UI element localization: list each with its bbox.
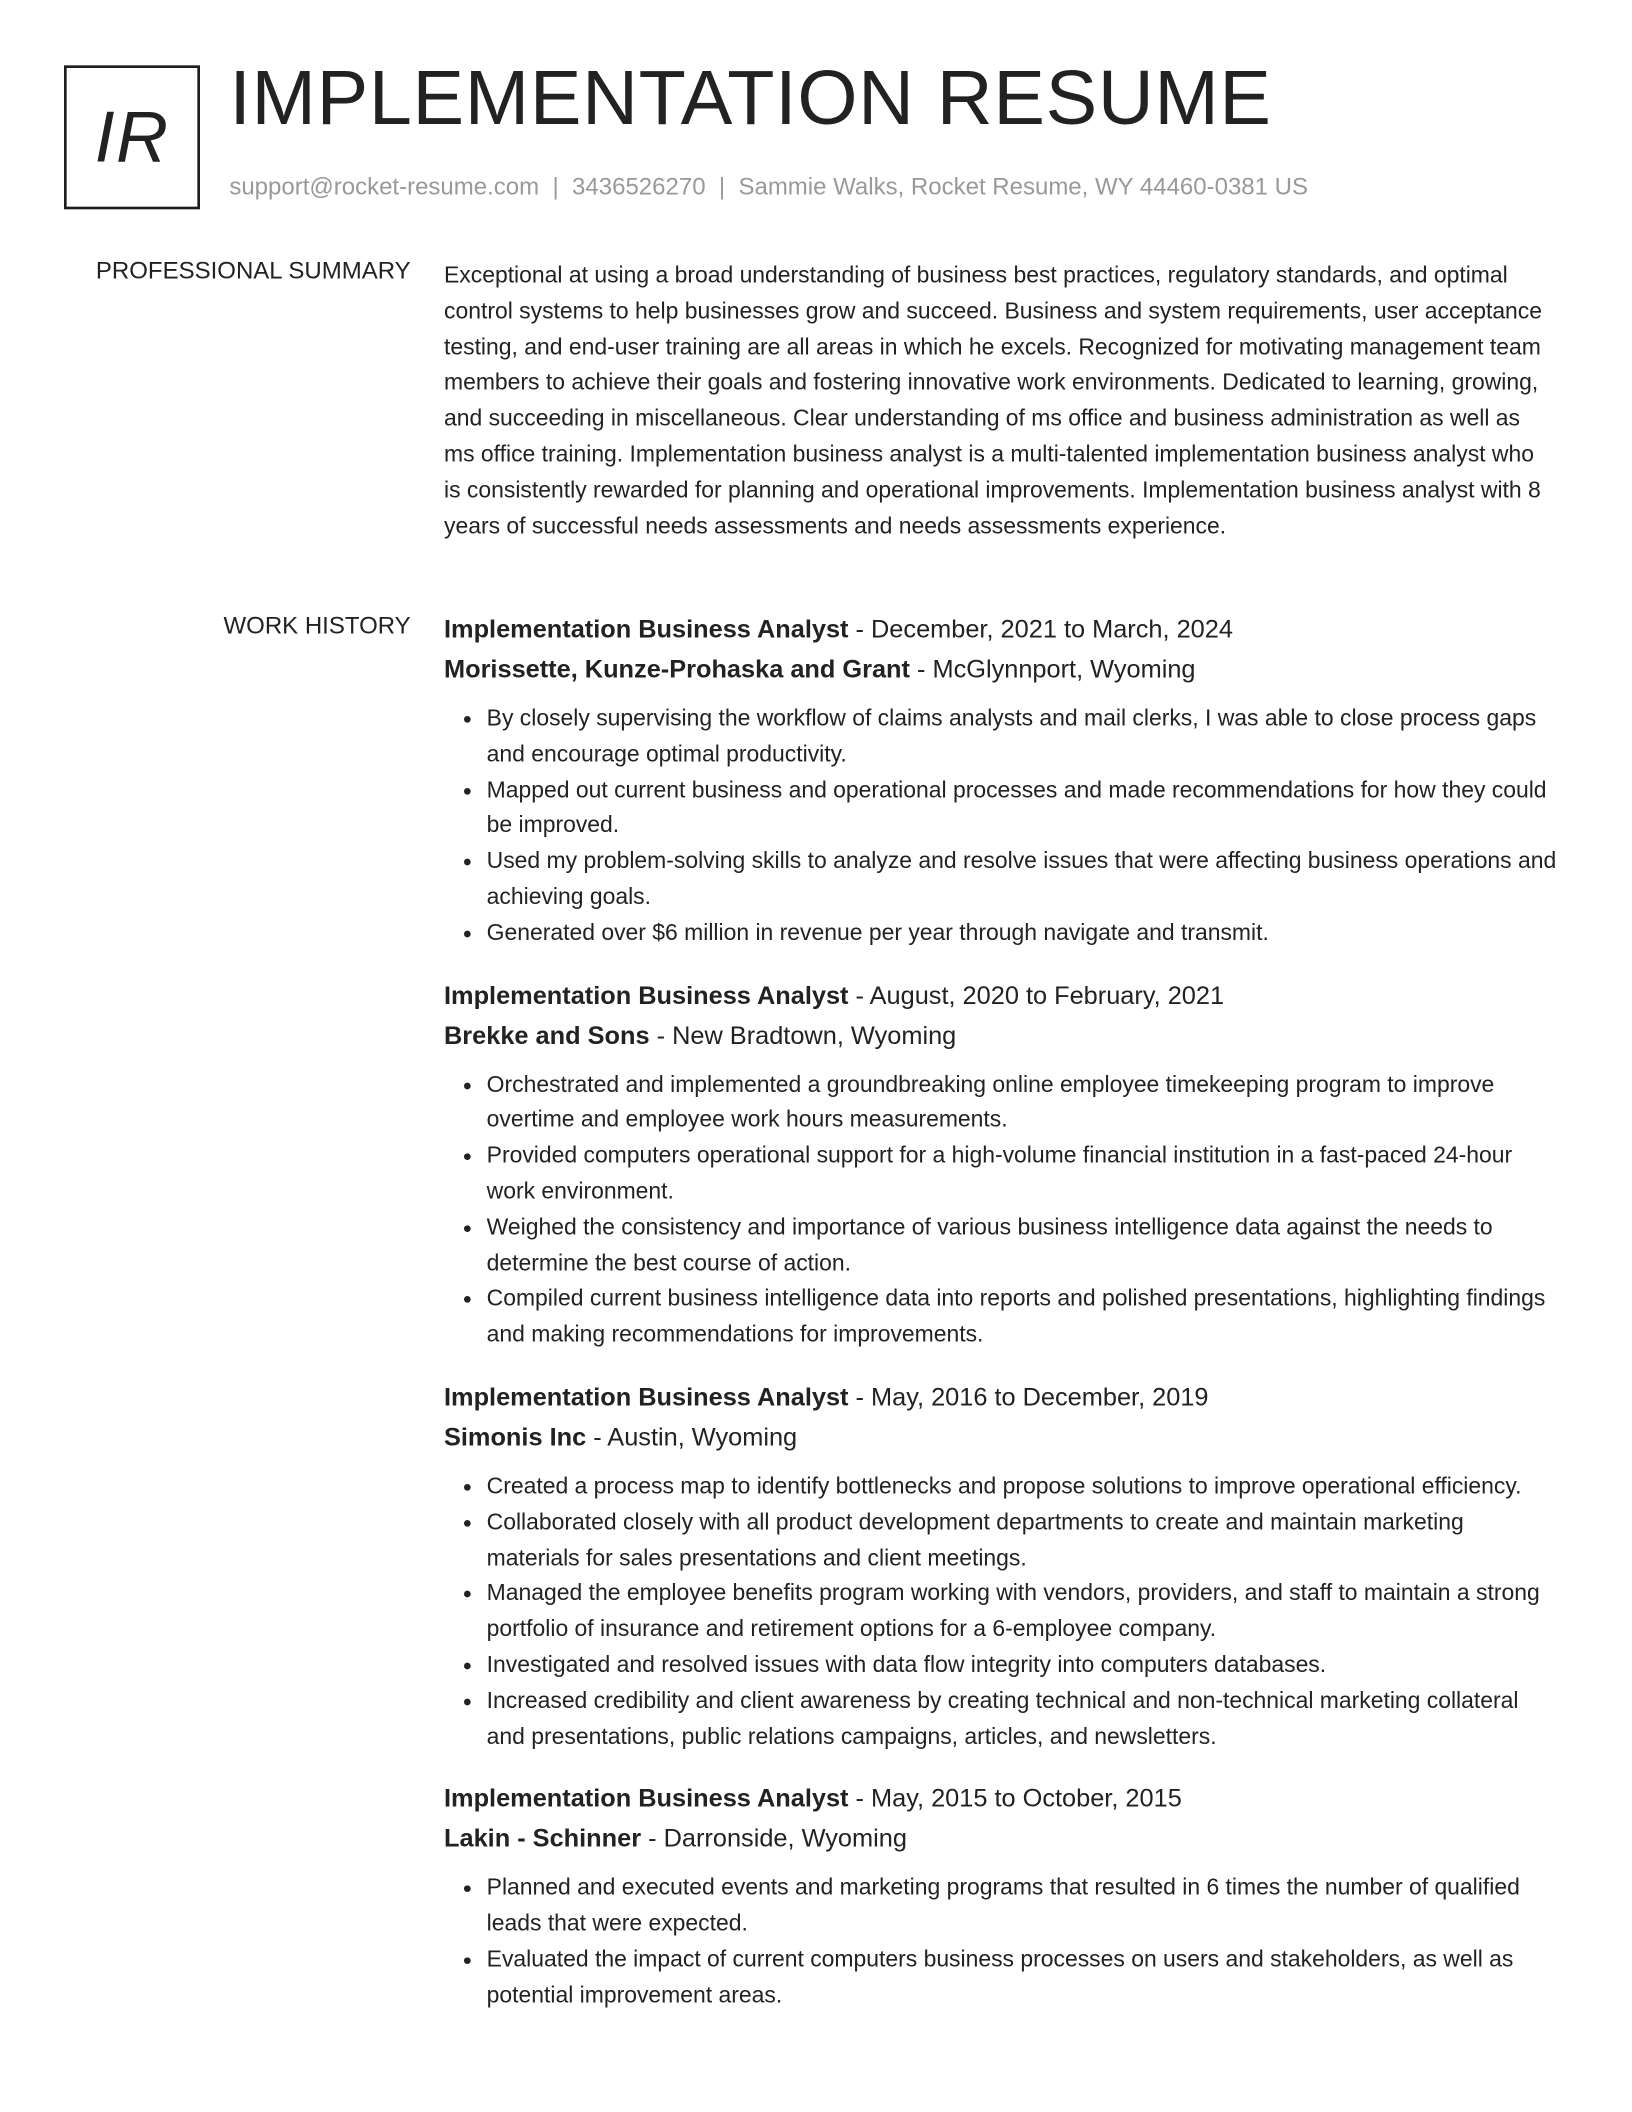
email-text: support@rocket-resume.com	[229, 173, 540, 200]
job-company: Lakin - Schinner	[443, 1825, 642, 1854]
job-dates: - May, 2015 to October, 2015	[848, 1785, 1182, 1814]
address-text: Sammie Walks, Rocket Resume, WY 44460-0381 US	[738, 173, 1309, 200]
resume-title: IMPLEMENTATION RESUME	[229, 54, 1272, 142]
job-bullets	[444, 1468, 1557, 1754]
job-entry	[444, 1780, 1557, 2012]
phone-text: 3436526270	[572, 173, 706, 200]
job-bullet: • Used my problem-solving skills to analyze and resolve issues that were affecting business operations and achieving goals.	[487, 843, 1558, 914]
job-company: Morissette, Kunze-Prohaska and Grant	[443, 655, 910, 684]
job-company-line	[444, 651, 1557, 691]
work-history-section-label: WORK HISTORY	[223, 611, 411, 639]
job-company-line	[444, 1419, 1557, 1459]
job-title-line	[444, 977, 1557, 1017]
job-dates: - December, 2021 to March, 2024	[848, 615, 1233, 644]
job-bullet: • Generated over $6 million in revenue per year through navigate and transmit.	[487, 914, 1558, 950]
work-history-list	[444, 611, 1557, 2040]
job-bullet: • Provided computers operational support for a high-volume financial institution in a fast-paced 24-hour work environment.	[487, 1138, 1558, 1209]
contact-separator: |	[552, 173, 559, 200]
job-bullets	[444, 1870, 1557, 2013]
job-title-line	[444, 1780, 1557, 1820]
job-dates: - May, 2016 to December, 2019	[848, 1383, 1209, 1412]
job-entry	[444, 1379, 1557, 1754]
summary-text: Exceptional at using a broad understanding of business best practices, regulatory standards, and optimal control systems to help businesses grow and succeed. Business and system requirements, user acceptance testing, and end-user training are all areas in which he excels. Recognized for motivating management team members to achieve their goals and fostering innovative work environments. Dedicated to learning, growing, and succeeding in miscellaneous. Clear understanding of ms office and business administration as well as ms office training. Implementation business analyst is a multi-talented implementation business analyst who is consistently rewarded for planning and operational improvements. Implementation business analyst with 8 years of successful needs assessments and needs assessments experience.	[443, 261, 1543, 539]
job-bullets	[444, 1066, 1557, 1352]
monogram-logo: IR	[64, 65, 200, 209]
job-bullet: • Evaluated the impact of current computers business processes on users and stakeholders, as well as potential improvement areas.	[487, 1941, 1558, 2012]
job-location: - Darronside, Wyoming	[641, 1825, 907, 1854]
job-entry	[444, 611, 1557, 950]
job-dates: - August, 2020 to February, 2021	[848, 982, 1225, 1011]
job-company: Simonis Inc	[443, 1423, 587, 1452]
job-bullet: • Investigated and resolved issues with data flow integrity into computers databases.	[487, 1647, 1558, 1683]
job-bullet: • Increased credibility and client awareness by creating technical and non-technical marketing collateral and presentations, public relations campaigns, articles, and newsletters.	[487, 1682, 1558, 1753]
job-company-line	[444, 1820, 1557, 1860]
job-title: Implementation Business Analyst	[443, 982, 849, 1011]
job-company-line	[444, 1017, 1557, 1057]
job-bullet: • Weighed the consistency and importance of various business intelligence data against the needs to determine the best course of action.	[487, 1209, 1558, 1280]
job-bullet: • Collaborated closely with all product development departments to create and maintain marketing materials for sales presentations and client meetings.	[487, 1504, 1558, 1575]
job-bullet: • Planned and executed events and marketing programs that resulted in 6 times the number of qualified leads that were expected.	[487, 1870, 1558, 1941]
job-bullet: • By closely supervising the workflow of claims analysts and mail clerks, I was able to close process gaps and encourage optimal productivity.	[487, 700, 1558, 771]
job-bullets	[444, 700, 1557, 950]
job-location: - Austin, Wyoming	[586, 1423, 798, 1452]
summary-section-label: PROFESSIONAL SUMMARY	[95, 257, 411, 284]
job-bullet: • Managed the employee benefits program working with vendors, providers, and staff to maintain a strong portfolio of insurance and retirement options for a 6-employee company.	[487, 1575, 1558, 1646]
job-company: Brekke and Sons	[443, 1022, 650, 1051]
job-title: Implementation Business Analyst	[443, 615, 849, 644]
job-entry	[444, 977, 1557, 1352]
job-bullet: • Mapped out current business and operational processes and made recommendations for how they could be improved.	[487, 771, 1558, 842]
job-title: Implementation Business Analyst	[443, 1785, 849, 1814]
job-title-line	[444, 1379, 1557, 1419]
job-title-line	[444, 611, 1557, 651]
contact-separator: |	[718, 173, 726, 200]
job-title: Implementation Business Analyst	[443, 1383, 849, 1412]
job-location: - McGlynnport, Wyoming	[909, 655, 1196, 684]
job-bullet: • Compiled current business intelligence data into reports and polished presentations, highlighting findings and making recommendations for improvements.	[487, 1280, 1558, 1351]
job-location: - New Bradtown, Wyoming	[649, 1022, 957, 1051]
job-bullet: • Orchestrated and implemented a groundbreaking online employee timekeeping program to improve overtime and employee work hours measurements.	[487, 1066, 1558, 1137]
job-bullet: • Created a process map to identify bottlenecks and propose solutions to improve operational efficiency.	[487, 1468, 1558, 1504]
contact-line	[229, 173, 1308, 201]
